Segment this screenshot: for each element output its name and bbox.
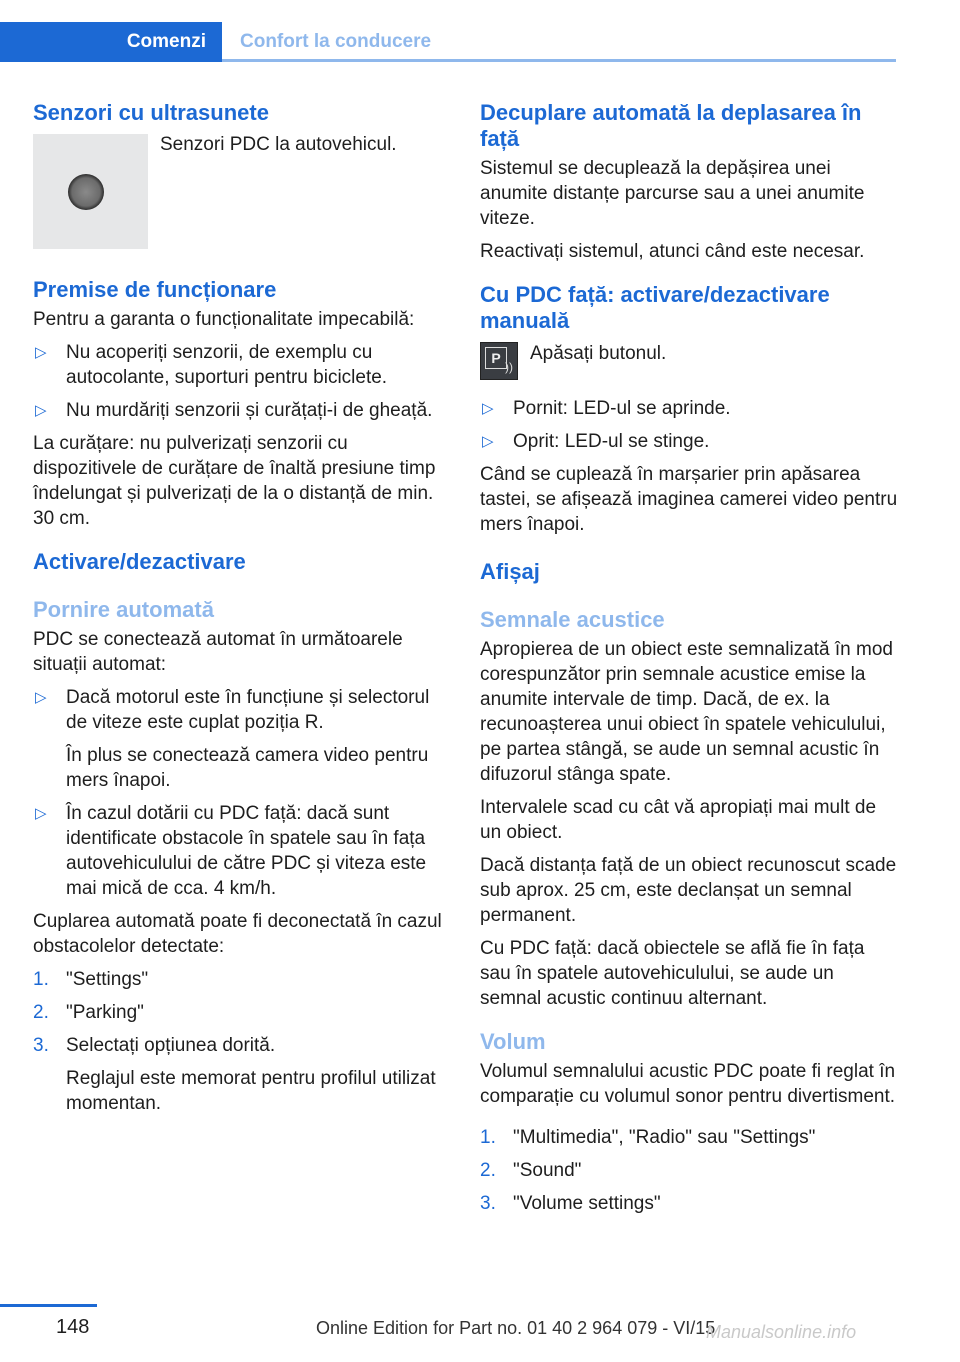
step-item: 3. Selectați opțiunea dorită. [33,1035,276,1056]
right-column [480,100,898,1224]
cleaning-text: La curățare: nu pulverizați senzorii cu dispozitivele de curățare de înaltă presiune timp îndelungat și pulverizați de la o distanță de min. 30 cm. [33,433,436,529]
heading-front-pdc: Cu PDC față: activare/dezactivare manuală [480,282,830,333]
heading-display: Afișaj [480,559,540,584]
volume-step: 1. "Multimedia", "Radio" sau "Settings" [480,1127,816,1148]
button-item: ▷ Oprit: LED-ul se stinge. [482,431,710,452]
heading-premise: Premise de funcționare [33,277,277,302]
coupling-text: Cuplarea automată poate fi deconectată în cazul obstacolelor detectate: [33,911,442,957]
page-header [0,0,896,62]
edition-text: Online Edition for Part no. 01 40 2 964 079 - VI/15 [316,1318,716,1338]
button-item: ▷ Pornit: LED-ul se aprinde. [482,398,731,419]
heading-decouple: Decuplare automată la deplasarea în față [480,100,862,151]
watermark: Manualsonline.info [706,1322,857,1342]
premise-item: ▷ Nu acoperiți senzorii, de exemplu cu autocolante, suporturi pentru biciclete. [35,342,388,388]
premise-intro: Pentru a garanta o funcționalitate impecabilă: [33,309,415,330]
signals-text: Dacă distanța față de un obiect recunoscut scade sub aprox. 25 cm, este declanșat un semnal permanent. [480,855,897,926]
step-item: 1. "Settings" [33,969,149,990]
volume-text: Volumul semnalului acustic PDC poate fi reglat în comparație cu volumul sonor pentru divertisment. [480,1061,896,1107]
triangle-right-icon: ▷ [482,400,494,417]
signals-text: Intervalele scad cu cât vă apropiați mai mult de un obiect. [480,797,877,843]
sensor-dot-icon [68,174,104,210]
step-item: 2. "Parking" [33,1002,144,1023]
auto-item: ▷ Dacă motorul este în funcțiune și selectorul de viteze este cuplat poziția R. [35,687,430,733]
heading-volume: Volum [480,1029,546,1054]
triangle-right-icon: ▷ [35,402,47,419]
signals-text: Apropierea de un obiect este semnalizată în mod corespunzător prin semnale acustice emise la anumite intervale de timp. Dacă, de ex. la recunoașterea unui obiect în spatele vehiculului, pe partea stângă, se aude un semnal acustic în difuzorul stânga spate. [480,639,893,785]
header-divider [222,59,896,62]
triangle-right-icon: ▷ [35,344,47,361]
signals-text: Cu PDC față: dacă obiectele se află fie în fața sau în spatele autovehiculului, se aude un semnal acustic continuu alternant. [480,938,865,1009]
button-figure [480,342,898,380]
decouple-text: Sistemul se decuplează la depășirea unei anumite distanțe parcurse sau a unei anumite viteze. [480,158,865,229]
heading-auto-start: Pornire automată [33,597,214,622]
sensor-figure [33,134,451,249]
auto-item: ▷ În cazul dotării cu PDC față: dacă sunt identificate obstacole în spatele sau în fața autovehiculului de către PDC și viteza este mai mică de cca. 4 km/h. [35,803,427,899]
triangle-right-icon: ▷ [35,805,47,822]
pdc-button-icon: P )) [480,342,518,380]
volume-step: 2. "Sound" [480,1160,582,1181]
auto-intro: PDC se conectează automat în următoarele situații automat: [33,629,403,675]
volume-step: 3. "Volume settings" [480,1193,661,1214]
heading-sensors: Senzori cu ultrasunete [33,100,269,125]
section-tab-confort: Confort la conducere [240,31,432,52]
heading-signals: Semnale acustice [480,607,665,632]
triangle-right-icon: ▷ [35,689,47,706]
left-column [33,100,451,1124]
premise-item: ▷ Nu murdăriți senzorii și curățați-i de gheață. [35,400,433,421]
reactivate-text: Reactivați sistemul, atunci când este necesar. [480,241,865,262]
step-sub: Reglajul este memorat pentru profilul utilizat momentan. [66,1068,436,1114]
heading-activate: Activare/dezactivare [33,549,246,574]
reverse-text: Când se cuplează în marșarier prin apăsarea tastei, se afișează imaginea camerei video pentru mers înapoi. [480,464,898,535]
sensor-caption: Senzori PDC la autovehicul. [160,134,397,155]
press-button-text: Apăsați butonul. [530,343,667,364]
section-tab-comenzi: Comenzi [0,22,222,62]
footer-divider [0,1304,97,1307]
page-number: 148 [56,1316,90,1338]
triangle-right-icon: ▷ [482,433,494,450]
sensor-image [33,134,148,249]
auto-item-sub: În plus se conectează camera video pentru mers înapoi. [66,745,429,791]
